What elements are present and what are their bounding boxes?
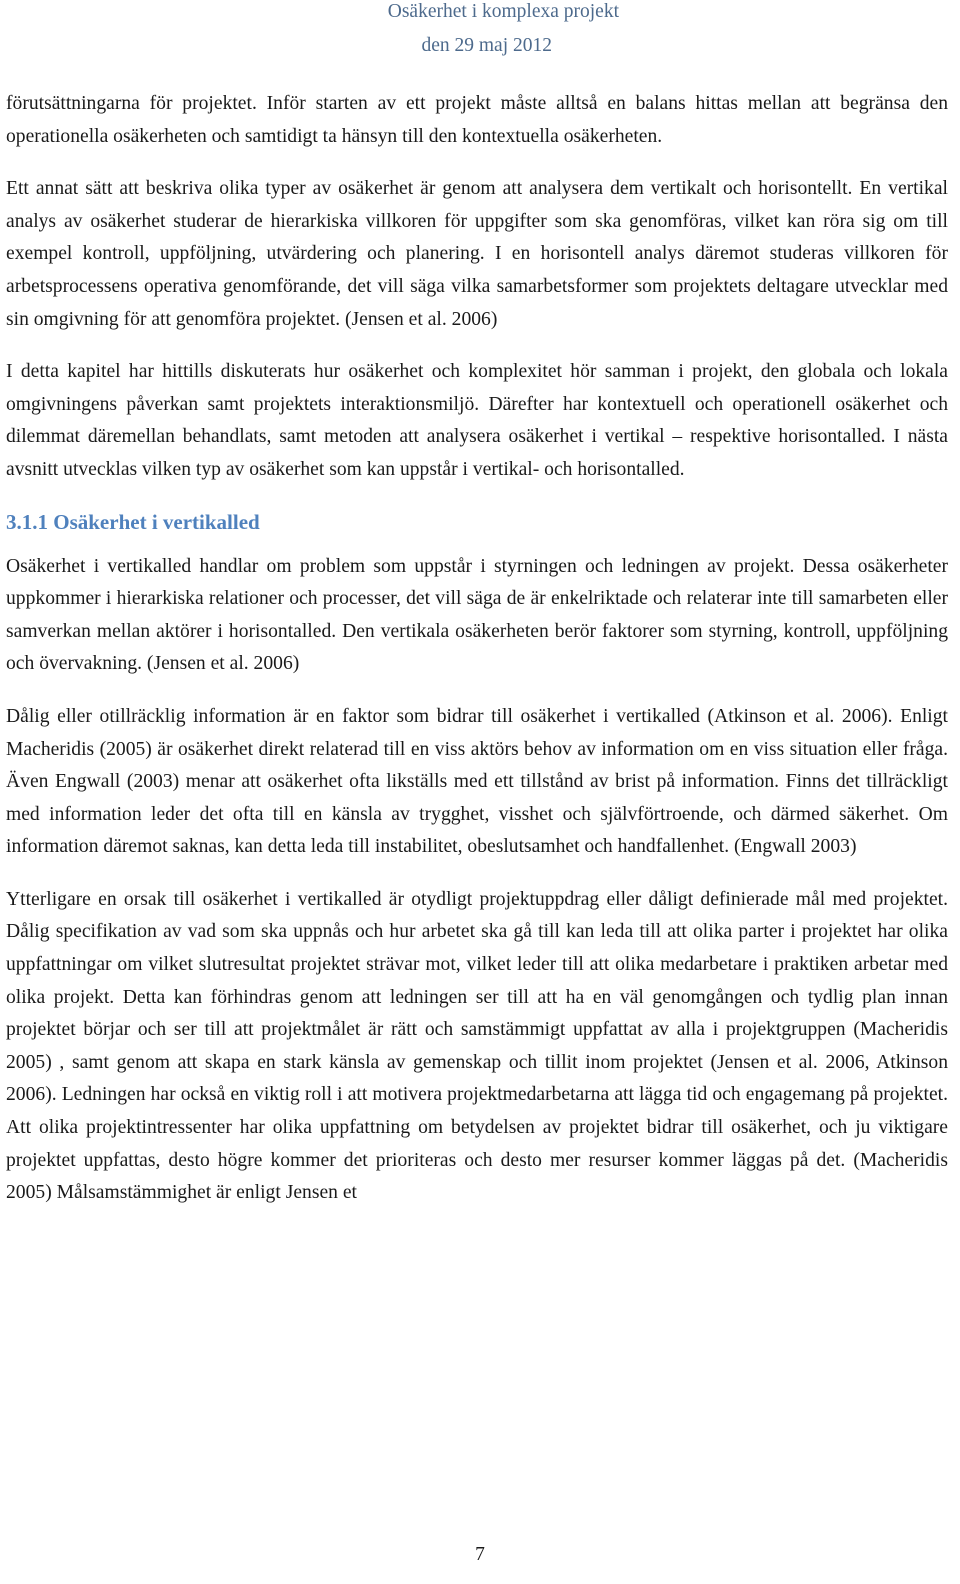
paragraph-information-shortage: Dålig eller otillräcklig information är en faktor som bidrar till osäkerhet i vertikalled (Atkinson et al. 2006). Enligt Macheridis (2005) är osäkerhet direkt relaterad till en viss aktörs behov av information om en viss situation eller fråga. Även Engwall (2003) menar att osäkerhet ofta likställs med ett tillstånd av brist på information. Finns det tillräckligt med information leder det ofta till en känsla av trygghet, visshet och självförtroende, och därmed säkerhet. Om information däremot saknas, kan detta leda till instabilitet, obeslutsamhet och handfallenhet. (Engwall 2003) [6,705,948,858]
header-date: den 29 maj 2012 [421,35,552,56]
paragraph-continuation: förutsättningarna för projektet. Inför starten av ett projekt måste alltså en balans hittas mellan att begränsa den operationella osäkerheten och samtidigt ta hänsyn till den kontextuella osäkerheten. [6,93,948,147]
header-document-title: Osäkerhet i komplexa projekt [387,1,619,22]
paragraph-chapter-summary: I detta kapitel har hittills diskuterats hur osäkerhet och komplexitet hör samman i projekt, den globala och lokala omgivningens påverkan samt projektets interaktionsmiljö. Därefter har kontextuell och operationell osäkerhet och dilemmat däremellan behandlats, samt metoden att analysera osäkerhet i vertikal – respektive horisontalled. I nästa avsnitt utvecklas vilken typ av osäkerhet som kan uppstår i vertikal- och horisontalled. [6,361,948,480]
paragraph-vertical-horizontal-analysis: Ett annat sätt att beskriva olika typer av osäkerhet är genom att analysera dem vertikalt och horisontellt. En vertikal analys av osäkerhet studerar de hierarkiska villkoren för uppgifter som ska genomföras, vilket kan röra sig om till exempel kontroll, uppföljning, utvärdering och planering. I en horisontell analys däremot studeras villkoren för arbetsprocessens operativa genomförande, det vill säga vilka samarbetsformer som projektets deltagare utvecklar med sin omgivning för att genomföra projektet. (Jensen et al. 2006) [6,178,948,330]
document-body [6,88,948,1210]
section-heading: 3.1.1 Osäkerhet i vertikalled [6,509,260,534]
paragraph-vertical-uncertainty: Osäkerhet i vertikalled handlar om problem som uppstår i styrningen och ledningen av projekt. Dessa osäkerheter uppkommer i hierarkiska relationer och processer, det vill säga de är enkelriktade och relaterar inte till samarbeten eller samverkan mellan aktörer i horisontalled. Den vertikala osäkerheten berör faktorer som styrning, kontroll, uppföljning och övervakning. (Jensen et al. 2006) [6,555,948,675]
paragraph-unclear-mission: Ytterligare en orsak till osäkerhet i vertikalled är otydligt projektuppdrag eller dåligt definierade mål med projektet. Dålig specifikation av vad som ska uppnås och hur arbetet ska gå till kan leda till att olika parter i projektet har olika uppfattningar om vilket slutresultat projektet strävar mot, vilket leder till att olika medarbetare i praktiken arbetar med olika projekt. Detta kan förhindras genom att ledningen ser till att ha en väl genomgången och tydlig plan innan projektet börjar och ser till att projektmålet är rätt och samstämmigt uppfattat av alla i projektgruppen (Macheridis 2005) , samt genom att skapa en stark känsla av gemenskap och tillit inom projektet (Jensen et al. 2006, Atkinson 2006). Ledningen har också en viktig roll i att motivera projektmedarbetarna att lägga tid och engagemang på projektet. Att olika projektintressenter har olika uppfattning om betydelsen av projektet bidrar till osäkerhet, och ju viktigare projektet uppfattas, desto högre kommer det prioriteras och desto mer resurser kommer läggas på det. (Macheridis 2005) Målsamstämmighet är enligt Jensen et [6,888,948,1204]
page-number: 7 [475,1544,485,1565]
